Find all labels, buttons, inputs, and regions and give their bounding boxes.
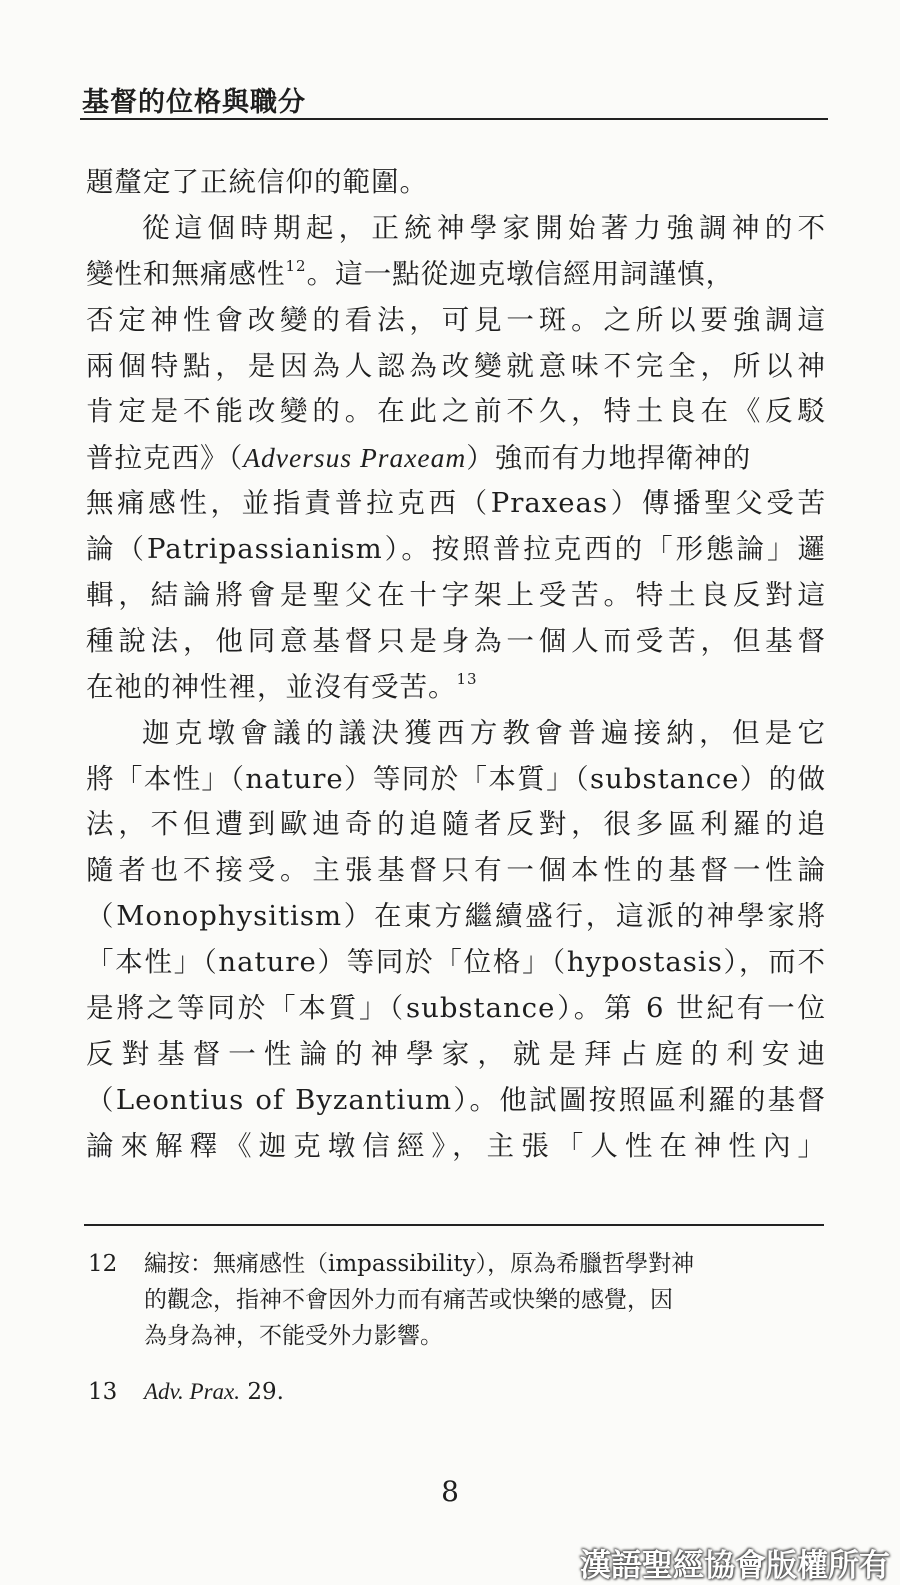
page-number: 8 (441, 1475, 459, 1508)
text-fragment: 在祂的神性裡，並沒有受苦。 (86, 670, 457, 703)
text-line: 將「本性」（nature）等同於「本質」（substance）的做 (86, 762, 826, 795)
text-line (86, 252, 826, 298)
running-header: 基督的位格與職分 (82, 87, 306, 118)
text-line: （Leontius of Byzantium）。他試圖按照區利羅的基督 (86, 1083, 826, 1116)
copyright-watermark: 漢語聖經協會版權所有 (580, 1548, 890, 1584)
text-line (86, 435, 826, 481)
text-line: 反對基督一性論的神學家，就是拜占庭的利安迪 (86, 1037, 826, 1070)
text-line: 論（Patripassianism）。按照普拉克西的「形態論」邏 (86, 533, 826, 566)
text-fragment: 普拉克西》（ (86, 442, 244, 475)
text-line: 從這個時期起，正統神學家開始著力強調神的不 (142, 211, 826, 244)
text-line: 否定神性會改變的看法，可見一斑。之所以要強調這 (86, 303, 826, 336)
text-line: 論來解釋《迦克墩信經》，主張「人性在神性內」 (86, 1129, 826, 1162)
text-line: 肯定是不能改變的。在此之前不久，特土良在《反駁 (86, 395, 826, 428)
header-rule (80, 118, 828, 120)
citation-page: 29. (240, 1379, 284, 1405)
text-line: 兩個特點，是因為人認為改變就意味不完全，所以神 (86, 349, 826, 382)
footnote-ref-13[interactable]: 13 (456, 669, 478, 688)
text-fragment: 。這一點從迦克墩信經用詞謹慎， (306, 257, 735, 290)
footnote-ref-12[interactable]: 12 (285, 256, 307, 275)
text-line: 法，不但遭到歐迪奇的追隨者反對，很多區利羅的追 (86, 808, 826, 841)
text-line: 題釐定了正統信仰的範圍。 (86, 166, 428, 198)
footnote-line: 為身為神，不能受外力影響。 (144, 1323, 443, 1349)
text-line: 「本性」（nature）等同於「位格」（hypostasis），而不 (86, 946, 826, 979)
text-line (86, 665, 826, 711)
text-line: 無痛感性，並指責普拉克西（Praxeas）傳播聖父受苦 (86, 487, 826, 520)
text-fragment: 變性和無痛感性 (86, 257, 286, 290)
text-line: 是將之等同於「本質」（substance）。第 6 世紀有一位 (86, 992, 826, 1025)
citation-title: Adv. Prax. (144, 1379, 241, 1404)
footnote-line: 的觀念，指神不會因外力而有痛苦或快樂的感覺，因 (144, 1287, 673, 1313)
footnotes (88, 1246, 824, 1430)
text-fragment: ）強而有力地捍衛神的 (466, 442, 752, 475)
text-line: （Monophysitism）在東方繼續盛行，這派的神學家將 (86, 900, 826, 933)
footnote-line: 編按：無痛感性（impassibility），原為希臘哲學對神 (144, 1251, 695, 1277)
footnote-number: 13 (88, 1379, 118, 1405)
footnote-12 (88, 1246, 824, 1354)
text-line: 輯，結論將會是聖父在十字架上受苦。特土良反對這 (86, 579, 826, 612)
text-line: 迦克墩會議的議決獲西方教會普遍接納，但是它 (142, 716, 826, 749)
italic-title: Adversus Praxeam (243, 442, 467, 474)
text-line: 隨者也不接受。主張基督只有一個本性的基督一性論 (86, 854, 826, 887)
footnote-number: 12 (88, 1251, 118, 1277)
footnote-line (144, 1374, 824, 1410)
footnote-13 (88, 1374, 824, 1410)
text-line: 種說法，他同意基督只是身為一個人而受苦，但基督 (86, 624, 826, 657)
footnote-rule (84, 1224, 824, 1226)
main-text (86, 160, 826, 1170)
